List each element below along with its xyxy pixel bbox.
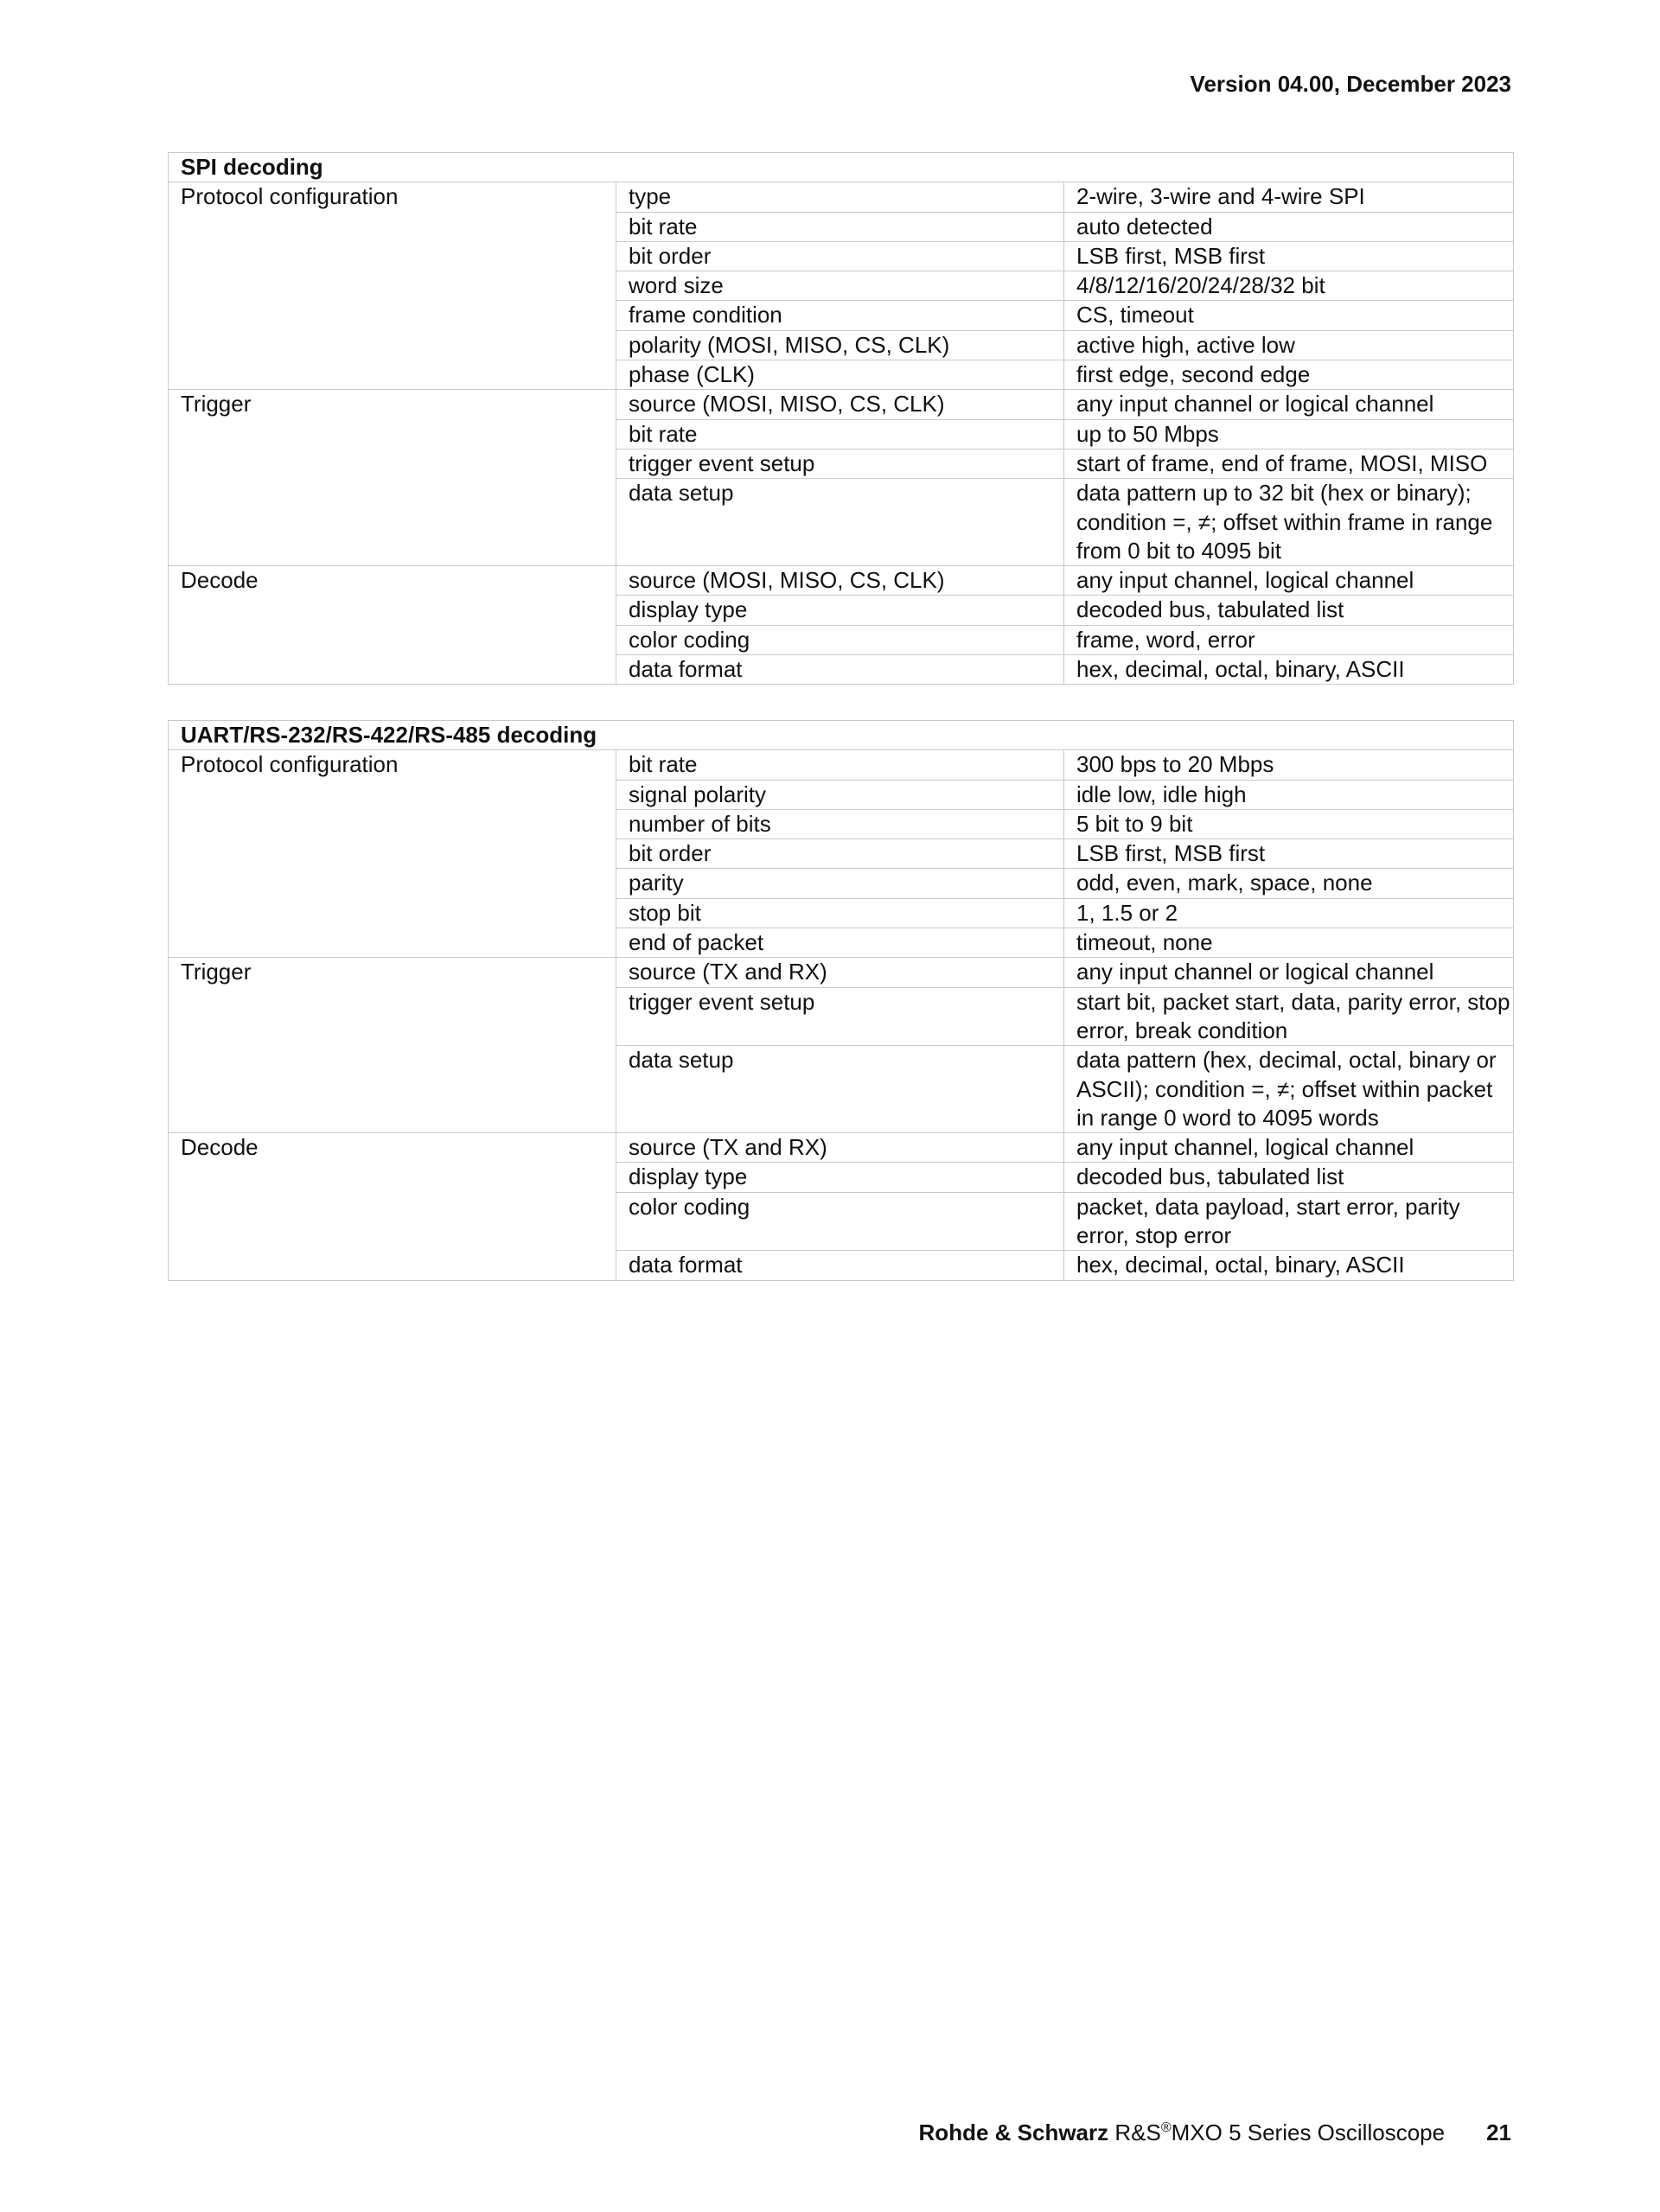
value-cell: any input channel or logical channel [1064, 958, 1514, 987]
value-cell: 300 bps to 20 Mbps [1064, 750, 1514, 780]
table-title: UART/RS-232/RS-422/RS-485 decoding [169, 721, 1514, 750]
parameter-cell: color coding [616, 625, 1064, 654]
parameter-cell: data format [616, 655, 1064, 685]
value-cell: 1, 1.5 or 2 [1064, 898, 1514, 928]
parameter-cell: word size [616, 271, 1064, 301]
group-label: Protocol configuration [169, 182, 616, 390]
parameter-cell: trigger event setup [616, 449, 1064, 478]
value-cell: active high, active low [1064, 330, 1514, 360]
table-row [169, 390, 1514, 419]
group-label: Decode [169, 566, 616, 685]
value-cell: up to 50 Mbps [1064, 419, 1514, 449]
value-cell: data pattern up to 32 bit (hex or binary); condition =, ≠; offset within frame in range from 0 bit to 4095 bit [1064, 479, 1514, 566]
value-cell: decoded bus, tabulated list [1064, 596, 1514, 625]
uart-decoding-table [168, 720, 1514, 1281]
page-number: 21 [1486, 2120, 1511, 2145]
value-cell: any input channel or logical channel [1064, 390, 1514, 419]
parameter-cell: source (TX and RX) [616, 958, 1064, 987]
value-cell: any input channel, logical channel [1064, 1133, 1514, 1163]
parameter-cell: source (MOSI, MISO, CS, CLK) [616, 566, 1064, 596]
parameter-cell: bit order [616, 241, 1064, 271]
parameter-cell: stop bit [616, 898, 1064, 928]
spi-decoding-table [168, 152, 1514, 685]
footer-product: MXO 5 Series Oscilloscope [1171, 2120, 1446, 2145]
parameter-cell: bit order [616, 839, 1064, 869]
table-row [169, 958, 1514, 987]
registered-mark: ® [1160, 2120, 1172, 2135]
version-header: Version 04.00, December 2023 [1190, 71, 1511, 97]
parameter-cell: data setup [616, 479, 1064, 566]
table-title-row [169, 721, 1514, 750]
parameter-cell: bit rate [616, 750, 1064, 780]
table-row [169, 182, 1514, 212]
value-cell: CS, timeout [1064, 301, 1514, 330]
value-cell: 2-wire, 3-wire and 4-wire SPI [1064, 182, 1514, 212]
value-cell: decoded bus, tabulated list [1064, 1163, 1514, 1192]
table-title-row [169, 153, 1514, 182]
page-footer [919, 2120, 1511, 2146]
value-cell: 5 bit to 9 bit [1064, 809, 1514, 838]
group-label: Decode [169, 1133, 616, 1280]
footer-brand: R&S [1114, 2120, 1161, 2145]
value-cell: auto detected [1064, 212, 1514, 241]
parameter-cell: phase (CLK) [616, 360, 1064, 390]
table-row [169, 566, 1514, 596]
parameter-cell: end of packet [616, 928, 1064, 958]
parameter-cell: color coding [616, 1192, 1064, 1251]
value-cell: odd, even, mark, space, none [1064, 869, 1514, 898]
parameter-cell: display type [616, 596, 1064, 625]
value-cell: LSB first, MSB first [1064, 241, 1514, 271]
value-cell: start of frame, end of frame, MOSI, MISO [1064, 449, 1514, 478]
parameter-cell: source (MOSI, MISO, CS, CLK) [616, 390, 1064, 419]
parameter-cell: number of bits [616, 809, 1064, 838]
parameter-cell: frame condition [616, 301, 1064, 330]
parameter-cell: signal polarity [616, 780, 1064, 809]
group-label: Trigger [169, 958, 616, 1133]
parameter-cell: source (TX and RX) [616, 1133, 1064, 1163]
value-cell: hex, decimal, octal, binary, ASCII [1064, 1251, 1514, 1280]
parameter-cell: data setup [616, 1046, 1064, 1133]
value-cell: hex, decimal, octal, binary, ASCII [1064, 655, 1514, 685]
parameter-cell: bit rate [616, 419, 1064, 449]
value-cell: frame, word, error [1064, 625, 1514, 654]
value-cell: LSB first, MSB first [1064, 839, 1514, 869]
value-cell: timeout, none [1064, 928, 1514, 958]
group-label: Protocol configuration [169, 750, 616, 958]
group-label: Trigger [169, 390, 616, 566]
value-cell: idle low, idle high [1064, 780, 1514, 809]
value-cell: first edge, second edge [1064, 360, 1514, 390]
value-cell: data pattern (hex, decimal, octal, binary or ASCII); condition =, ≠; offset within packet in range 0 word to 4095 words [1064, 1046, 1514, 1133]
value-cell: start bit, packet start, data, parity error, stop error, break condition [1064, 987, 1514, 1046]
parameter-cell: parity [616, 869, 1064, 898]
table-row [169, 750, 1514, 780]
value-cell: any input channel, logical channel [1064, 566, 1514, 596]
table-title: SPI decoding [169, 153, 1514, 182]
parameter-cell: type [616, 182, 1064, 212]
table-row [169, 1133, 1514, 1163]
parameter-cell: polarity (MOSI, MISO, CS, CLK) [616, 330, 1064, 360]
value-cell: packet, data payload, start error, parity error, stop error [1064, 1192, 1514, 1251]
parameter-cell: trigger event setup [616, 987, 1064, 1046]
value-cell: 4/8/12/16/20/24/28/32 bit [1064, 271, 1514, 301]
parameter-cell: bit rate [616, 212, 1064, 241]
parameter-cell: data format [616, 1251, 1064, 1280]
parameter-cell: display type [616, 1163, 1064, 1192]
footer-company: Rohde & Schwarz [918, 2120, 1109, 2145]
